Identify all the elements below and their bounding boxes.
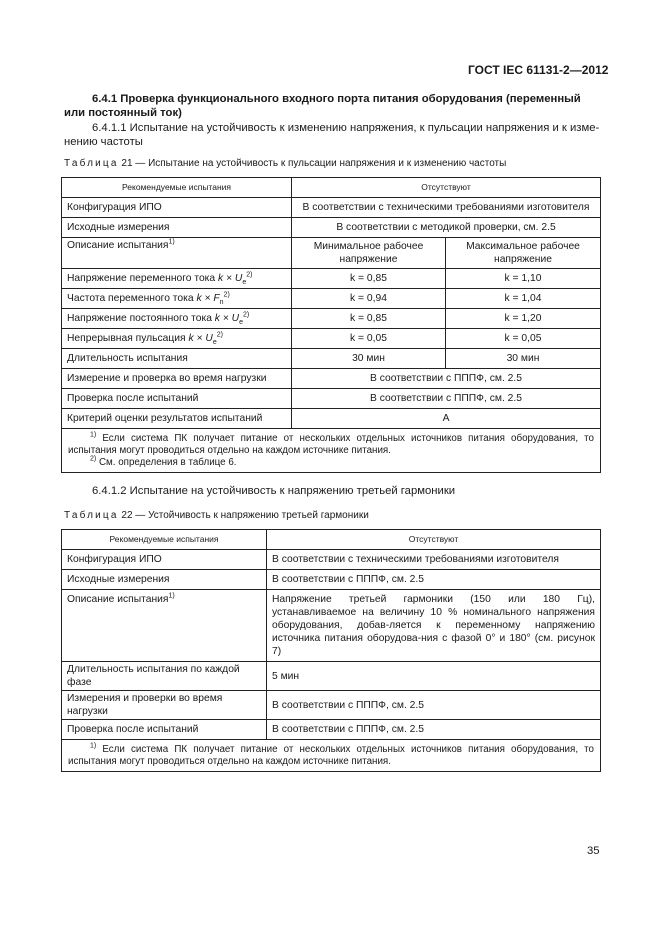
min-value: 30 мин: [292, 349, 446, 369]
row-label: Конфигурация ИПО: [62, 198, 292, 218]
table21-caption-text: 21 — Испытание на устойчивость к пульсации напряжения и к изменению частоты: [118, 158, 507, 169]
formula: k × U: [214, 313, 240, 324]
row-value: В соответствии с ПППФ, см. 2.5: [292, 389, 601, 409]
table-row: [62, 409, 601, 429]
table-row: [62, 289, 601, 309]
label-text: Непрерывная пульсация: [67, 333, 189, 344]
table-row: [62, 238, 601, 269]
min-value: k = 0,85: [292, 269, 446, 289]
label-text: Описание испытания: [67, 240, 169, 251]
table22-caption-text: 22 — Устойчивость к напряжению третьей гармоники: [118, 510, 369, 521]
table-row: [62, 329, 601, 349]
row-label: Критерий оценки результатов испытаний: [62, 409, 292, 429]
row-label: Конфигурация ИПО: [62, 550, 267, 570]
table22-caption-word: Таблица: [64, 510, 119, 521]
table21-caption: [64, 158, 506, 169]
table21-caption-word: Таблица: [64, 158, 119, 169]
row-label: [62, 590, 267, 662]
footnote-2: [68, 457, 594, 469]
page-number: 35: [587, 845, 600, 857]
table-row: [62, 218, 601, 238]
footnote-mark: 1): [90, 431, 97, 439]
header-cell: Отсутствуют: [267, 530, 601, 550]
table-header-row: [62, 530, 601, 550]
row-value: A: [292, 409, 601, 429]
footnote-row: [62, 429, 601, 473]
formula-subscript: n: [219, 299, 224, 307]
row-label: Проверка после испытаний: [62, 389, 292, 409]
max-value: k = 1,10: [446, 269, 601, 289]
formula-subscript: e: [212, 339, 217, 347]
max-voltage-cell: Максимальное рабочее напряжение: [446, 238, 601, 269]
footnote-text: См. определения в таблице 6.: [96, 457, 237, 468]
row-value: Напряжение третьей гармоники (150 или 180 Гц), устанавливаемое на величину 10 % номинального напряжения оборудования, добав-ляется к переменному напряжению источника питания оборудова-ния с фазой 0° и 180° (см. рисунок 7): [267, 590, 601, 662]
table-row: [62, 590, 601, 662]
table-row: [62, 389, 601, 409]
table-footnotes: [62, 429, 601, 473]
row-label: [62, 238, 292, 269]
row-label: Длительность испытания по каждой фазе: [62, 662, 267, 691]
footnote-ref: 2): [216, 331, 223, 339]
table-row: [62, 198, 601, 218]
table-footnotes: [62, 740, 601, 772]
table-row: [62, 720, 601, 740]
footnote-text: Если система ПК получает питание от нескольких отдельных источников питания оборудования, то испытания могут проводиться отдельно на каждом источнике питания.: [68, 433, 595, 456]
row-label: [62, 309, 292, 329]
label-text: Напряжение постоянного тока: [67, 313, 215, 324]
row-label: Исходные измерения: [62, 570, 267, 590]
label-text: Напряжение переменного тока: [67, 273, 218, 284]
footnote-text: Если система ПК получает питание от нескольких отдельных источников питания оборудования, то испытания могут проводиться отдельно на каждом источнике питания.: [68, 744, 594, 767]
table-row: [62, 662, 601, 691]
page-header-standard-code: ГОСТ IEC 61131-2—2012: [468, 63, 609, 77]
table-row: [62, 369, 601, 389]
row-value: В соответствии с техническими требованиями изготовителя: [267, 550, 601, 570]
table22-caption: [64, 510, 369, 521]
footnote-ref: 2): [246, 271, 253, 279]
footnote-ref: 1): [168, 592, 175, 600]
footnote-1: [68, 433, 594, 457]
row-label: [62, 289, 292, 309]
row-label: Исходные измерения: [62, 218, 292, 238]
row-value: В соответствии с ПППФ, см. 2.5: [267, 570, 601, 590]
row-label: Проверка после испытаний: [62, 720, 267, 740]
formula: k × U: [188, 333, 213, 344]
formula-subscript: e: [242, 279, 247, 287]
table-row: [62, 349, 601, 369]
max-value: k = 1,04: [446, 289, 601, 309]
row-label: Длительность испытания: [62, 349, 292, 369]
footnote-ref: 2): [223, 291, 230, 299]
min-value: k = 0,94: [292, 289, 446, 309]
max-value: k = 1,20: [446, 309, 601, 329]
footnote-1: [68, 744, 594, 768]
label-text: Описание испытания: [67, 594, 169, 605]
subsection-6-4-1-1: 6.4.1.1 Испытание на устойчивость к изменению напряжения, к пульсации напряжения и к изме-нению частоты: [64, 122, 600, 148]
formula: k × F: [196, 293, 220, 304]
table-header-row: [62, 178, 601, 198]
table-22: [61, 529, 601, 772]
table-row: [62, 691, 601, 720]
subsection-6-4-1-2: 6.4.1.2 Испытание на устойчивость к напряжению третьей гармоники: [92, 485, 456, 497]
min-value: k = 0,85: [292, 309, 446, 329]
row-label: Измерение и проверка во время нагрузки: [62, 369, 292, 389]
footnote-mark: 2): [90, 455, 97, 463]
header-cell: Рекомендуемые испытания: [62, 178, 292, 198]
row-value: В соответствии с техническими требованиями изготовителя: [292, 198, 601, 218]
header-cell: Отсутствуют: [292, 178, 601, 198]
row-value: В соответствии с ПППФ, см. 2.5: [267, 720, 601, 740]
formula: k × U: [218, 273, 243, 284]
max-value: 30 мин: [446, 349, 601, 369]
table-row: [62, 570, 601, 590]
table-row: [62, 309, 601, 329]
row-value: В соответствии с ПППФ, см. 2.5: [267, 691, 601, 720]
footnote-row: [62, 740, 601, 772]
row-label: [62, 329, 292, 349]
table-21: [61, 177, 601, 473]
footnote-mark: 1): [90, 742, 97, 750]
row-label: Измерения и проверки во время нагрузки: [62, 691, 267, 720]
header-cell: Рекомендуемые испытания: [62, 530, 267, 550]
table-row: [62, 550, 601, 570]
max-value: k = 0,05: [446, 329, 601, 349]
section-heading-6-4-1: 6.4.1 Проверка функционального входного порта питания оборудования (переменный или постоянный ток): [64, 93, 581, 119]
footnote-ref: 1): [168, 238, 175, 246]
table-row: [62, 269, 601, 289]
min-voltage-cell: Минимальное рабочее напряжение: [292, 238, 446, 269]
row-value: В соответствии с методикой проверки, см. 2.5: [292, 218, 601, 238]
formula-subscript: e: [239, 319, 244, 327]
footnote-ref: 2): [243, 311, 250, 319]
row-value: 5 мин: [267, 662, 601, 691]
row-label: [62, 269, 292, 289]
min-value: k = 0,05: [292, 329, 446, 349]
label-text: Частота переменного тока: [67, 293, 197, 304]
row-value: В соответствии с ПППФ, см. 2.5: [292, 369, 601, 389]
